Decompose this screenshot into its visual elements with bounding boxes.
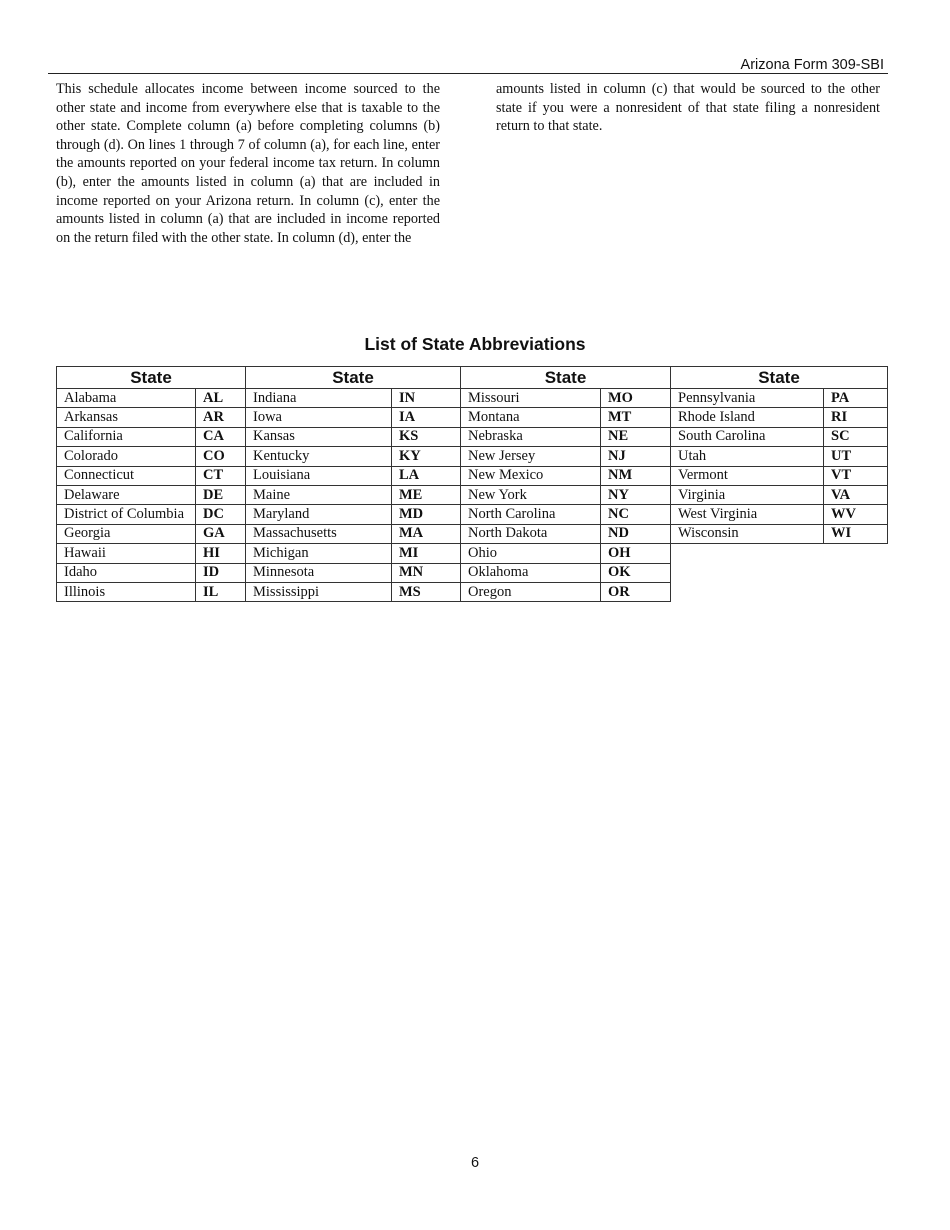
state-abbreviation: WV xyxy=(824,505,888,524)
state-name: Pennsylvania xyxy=(671,389,824,408)
state-abbreviation: CO xyxy=(196,447,246,466)
state-name: Kansas xyxy=(246,427,392,446)
table-row xyxy=(57,447,246,466)
table-row xyxy=(246,389,461,408)
table-row xyxy=(57,485,246,504)
state-name: Michigan xyxy=(246,544,392,563)
table-row xyxy=(246,466,461,485)
state-abbreviation: KS xyxy=(392,427,461,446)
state-name: Kentucky xyxy=(246,447,392,466)
table-row xyxy=(246,447,461,466)
state-name: Iowa xyxy=(246,408,392,427)
table-row xyxy=(671,466,888,485)
state-abbreviation: VT xyxy=(824,466,888,485)
state-abbreviation: IN xyxy=(392,389,461,408)
state-name: Montana xyxy=(461,408,601,427)
state-column-header: State xyxy=(461,367,671,389)
state-abbreviation: NC xyxy=(601,505,671,524)
table-row xyxy=(57,544,246,563)
instructions-right-column: amounts listed in column (c) that would be sourced to the other state if you were a nonresident of that state filing a nonresident return to that state. xyxy=(496,81,880,135)
state-name: Georgia xyxy=(57,524,196,543)
state-abbreviation: NJ xyxy=(601,447,671,466)
table-row xyxy=(246,582,461,601)
table-row xyxy=(57,505,246,524)
state-name: North Carolina xyxy=(461,505,601,524)
state-name: North Dakota xyxy=(461,524,601,543)
state-name: Massachusetts xyxy=(246,524,392,543)
state-name: Hawaii xyxy=(57,544,196,563)
abbreviations-title: List of State Abbreviations xyxy=(364,334,586,354)
table-row xyxy=(461,466,671,485)
table-row xyxy=(461,544,671,563)
table-row xyxy=(246,505,461,524)
state-name: South Carolina xyxy=(671,427,824,446)
state-abbreviation: ME xyxy=(392,485,461,504)
state-name: Oregon xyxy=(461,582,601,601)
table-row xyxy=(671,427,888,446)
state-abbreviation: HI xyxy=(196,544,246,563)
state-abbreviation: CT xyxy=(196,466,246,485)
state-abbreviation: VA xyxy=(824,485,888,504)
table-row xyxy=(57,427,246,446)
state-abbreviation: OK xyxy=(601,563,671,582)
state-name: New York xyxy=(461,485,601,504)
instructions-left-column: This schedule allocates income between income sourced to the other state and income from everywhere else that is taxable to the other state. Complete column (a) before completing columns (b) through (d). On lines 1 through 7 of column (a), for each line, enter the amounts reported on your federal income tax return. In column (b), enter the amounts listed in column (a) that are included in income reported on your Arizona return. In column (c), enter the amounts listed in column (a) that are included in income reported on the return filed with the other state. In column (d), enter the xyxy=(56,81,440,246)
state-name: Illinois xyxy=(57,582,196,601)
state-name: California xyxy=(57,427,196,446)
table-row xyxy=(461,408,671,427)
state-abbreviation: OH xyxy=(601,544,671,563)
table-row xyxy=(246,408,461,427)
state-abbreviation: MO xyxy=(601,389,671,408)
state-name: Maine xyxy=(246,485,392,504)
table-row xyxy=(461,563,671,582)
table-row xyxy=(57,466,246,485)
table-row xyxy=(246,524,461,543)
state-abbreviation: IA xyxy=(392,408,461,427)
state-name: Virginia xyxy=(671,485,824,504)
table-row xyxy=(57,582,246,601)
table-row xyxy=(671,505,888,524)
form-identifier: Arizona Form 309-SBI xyxy=(740,57,884,73)
page-number: 6 xyxy=(470,1155,480,1171)
table-row xyxy=(57,524,246,543)
state-abbreviation: OR xyxy=(601,582,671,601)
state-abbreviation: NY xyxy=(601,485,671,504)
table-row xyxy=(57,389,246,408)
table-row xyxy=(461,389,671,408)
state-abbreviation: IL xyxy=(196,582,246,601)
state-column-header: State xyxy=(246,367,461,389)
table-row xyxy=(461,485,671,504)
state-name: Arkansas xyxy=(57,408,196,427)
table-row xyxy=(671,485,888,504)
table-row xyxy=(246,485,461,504)
state-abbreviation: NM xyxy=(601,466,671,485)
state-abbreviation: ID xyxy=(196,563,246,582)
table-row xyxy=(671,447,888,466)
state-name: Utah xyxy=(671,447,824,466)
state-name: Vermont xyxy=(671,466,824,485)
state-abbreviation: GA xyxy=(196,524,246,543)
state-abbreviation: MN xyxy=(392,563,461,582)
state-abbreviation: RI xyxy=(824,408,888,427)
state-abbreviation: KY xyxy=(392,447,461,466)
table-row xyxy=(461,447,671,466)
state-abbreviation: CA xyxy=(196,427,246,446)
state-name: Louisiana xyxy=(246,466,392,485)
state-name: Colorado xyxy=(57,447,196,466)
table-row xyxy=(57,408,246,427)
state-table-1 xyxy=(56,366,246,602)
state-abbreviation: LA xyxy=(392,466,461,485)
state-abbreviation: MD xyxy=(392,505,461,524)
state-abbreviation: MA xyxy=(392,524,461,543)
state-name: New Jersey xyxy=(461,447,601,466)
state-table-4 xyxy=(670,366,888,544)
state-abbreviation: WI xyxy=(824,524,888,543)
state-abbreviation: MT xyxy=(601,408,671,427)
state-name: Connecticut xyxy=(57,466,196,485)
state-name: New Mexico xyxy=(461,466,601,485)
state-abbreviation: UT xyxy=(824,447,888,466)
state-name: Ohio xyxy=(461,544,601,563)
state-name: Oklahoma xyxy=(461,563,601,582)
state-name: Delaware xyxy=(57,485,196,504)
table-row xyxy=(461,505,671,524)
table-row xyxy=(246,563,461,582)
state-abbreviation: MI xyxy=(392,544,461,563)
state-abbreviation: DE xyxy=(196,485,246,504)
state-abbreviation: MS xyxy=(392,582,461,601)
state-name: Wisconsin xyxy=(671,524,824,543)
table-row xyxy=(246,427,461,446)
state-name: Rhode Island xyxy=(671,408,824,427)
table-row xyxy=(246,544,461,563)
table-row xyxy=(671,408,888,427)
state-abbreviation: SC xyxy=(824,427,888,446)
table-row xyxy=(671,524,888,543)
state-name: Alabama xyxy=(57,389,196,408)
table-row xyxy=(671,389,888,408)
table-row xyxy=(57,563,246,582)
state-name: Idaho xyxy=(57,563,196,582)
state-abbreviation: NE xyxy=(601,427,671,446)
state-abbreviation: ND xyxy=(601,524,671,543)
state-table-3 xyxy=(460,366,671,602)
state-name: Indiana xyxy=(246,389,392,408)
state-name: Mississippi xyxy=(246,582,392,601)
state-name: Maryland xyxy=(246,505,392,524)
header-divider xyxy=(48,73,888,74)
state-name: Missouri xyxy=(461,389,601,408)
state-abbreviation: AR xyxy=(196,408,246,427)
state-abbreviation: PA xyxy=(824,389,888,408)
state-name: Minnesota xyxy=(246,563,392,582)
state-name: West Virginia xyxy=(671,505,824,524)
state-abbreviation: DC xyxy=(196,505,246,524)
state-name: Nebraska xyxy=(461,427,601,446)
table-row xyxy=(461,427,671,446)
state-column-header: State xyxy=(671,367,888,389)
table-row xyxy=(461,582,671,601)
table-row xyxy=(461,524,671,543)
state-table-2 xyxy=(245,366,461,602)
state-abbreviation: AL xyxy=(196,389,246,408)
state-column-header: State xyxy=(57,367,246,389)
state-name: District of Columbia xyxy=(57,505,196,524)
